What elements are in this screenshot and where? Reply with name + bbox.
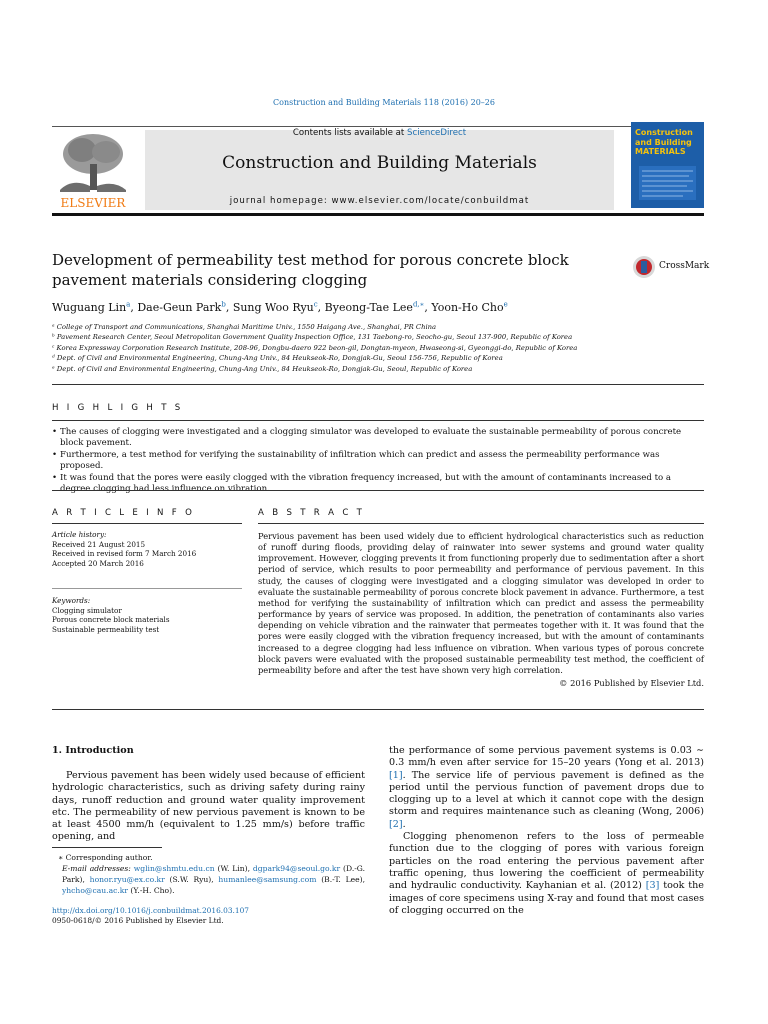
author[interactable] [431, 301, 507, 314]
intro-paragraph-1: Pervious pavement has been widely used because of efficient hydrologic characteristics, such as driving safety during rainy days, runoff reduction and ground water quality improvement etc. The permeability of new pervious pavement is known to be at least 4500 mm/h (equivalent to 1.25 mm/s) before traffic opening, and [52, 770, 365, 843]
keyword-item: Sustainable permeability test [52, 624, 160, 634]
author-list [52, 300, 712, 314]
revised-date: Received in revised form 7 March 2016 [52, 549, 197, 559]
homepage-prefix: journal homepage: [229, 196, 332, 206]
highlight-item: • Furthermore, a test method for verifying the sustainability of infiltration which can predict and assess the permeability performance was proposed. [52, 450, 704, 473]
highlights-heading: H I G H L I G H T S [52, 403, 184, 413]
journal-reference-link[interactable]: Construction and Building Materials 118 (2016) 20–26 [273, 98, 495, 107]
cover-text-lines-icon [639, 166, 696, 200]
article-history [52, 530, 242, 568]
corresponding-author-note: ∗ Corresponding author. [58, 853, 153, 862]
author-name: Sung Woo Ryu [232, 300, 314, 314]
history-label: Article history: [52, 530, 107, 539]
highlights-list [52, 427, 704, 495]
email-link[interactable]: humanlee@samsung.com [218, 875, 317, 885]
crossmark-badge[interactable] [632, 255, 710, 279]
email-link[interactable]: yhcho@cau.ac.kr [62, 886, 129, 896]
footnotes [52, 852, 365, 896]
crossmark-label: CrossMark [659, 261, 710, 271]
email-owner: (Y.-H. Cho). [128, 886, 175, 896]
author-affiliation-mark[interactable]: e [503, 300, 508, 308]
section-rule [52, 523, 242, 524]
author-separator: , [317, 300, 325, 314]
section-rule [52, 490, 704, 491]
affiliation-item: ᵈ Dept. of Civil and Environmental Engineering, Chung-Ang Univ., 84 Heukseok-Ro, Dongjak-Gu, Seoul 156-756, Republic of Korea [52, 354, 503, 363]
elsevier-wordmark: ELSEVIER [60, 196, 126, 210]
email-addresses [52, 863, 365, 896]
footnote-rule [52, 847, 162, 848]
accepted-date: Accepted 20 March 2016 [52, 558, 144, 568]
keyword-item: Clogging simulator [52, 605, 122, 615]
author-name: Dae-Geun Park [137, 300, 222, 314]
email-owner: (S.W. Ryu), [164, 875, 219, 885]
abstract-text: Pervious pavement has been used widely due to efficient hydrological characteristics such as reduction of runoff during floods, providing delay of rainwater into sewer systems and ground water quality improvement. However, clogging prevents it from functioning properly due to sedimentation after a short period of service, which results to poor permeability and performance of pervious pavement. In this study, the causes of clogging were investigated and a clogging simulator was developed in order to evaluate the sustainable permeability of porous concrete block pavement in advance. Furthermore, a test method for verifying the sustainability of infiltration which can predict and assess the permeability performance by years of service was proposed. In addition, the penetration of contaminants also varies depending on vehicle vibration and the rainwater that permeates together with it. It was found that the pores were easily clogged with the vibration frequency increased, but with the amount of contaminants increased to a degree clogging had less influence on vibration. When various types of porous concrete block pavers were evaluated with the proposed sustainable permeability test method, the coefficient of permeability before and after the test have shown very high correlation. [258, 531, 704, 675]
intro-text: . The service life of pervious pavement is defined as the period until the pervious function of pavement drops due to clogging up to a level at which it cannot cope with the design storm and requires maintenance such as cleaning (Wong, 2006) [389, 769, 704, 818]
citation-link[interactable]: [3] [645, 880, 660, 892]
author-name: Byeong-Tae Lee [324, 300, 413, 314]
contents-line [145, 128, 614, 138]
email-label: E-mail addresses: [62, 864, 134, 874]
affiliation-item: ᶜ Korea Expressway Corporation Research Institute, 208-96, Dongbu-daero 922 beon-gil, Dongtan-myeon, Hwaseong-si, Gyeonggi-do, Republic of Korea [52, 343, 578, 352]
author[interactable] [325, 301, 432, 314]
sciencedirect-link[interactable]: ScienceDirect [407, 128, 467, 138]
section-rule [52, 420, 704, 421]
author-name: Wuguang Lin [52, 300, 127, 314]
keywords-block [52, 596, 242, 634]
article-info-heading: A R T I C L E I N F O [52, 508, 195, 518]
issn-line: 0950-0618/© 2016 Published by Elsevier Ltd. [52, 916, 224, 926]
email-link[interactable]: honor.ryu@ex.co.kr [89, 875, 165, 885]
received-date: Received 21 August 2015 [52, 539, 146, 549]
journal-title: Construction and Building Materials [222, 153, 537, 173]
copyright-line: © 2016 Published by Elsevier Ltd. [559, 678, 704, 688]
citation-link[interactable]: [1] [389, 769, 403, 781]
intro-paragraph-3 [389, 831, 704, 917]
intro-text: the performance of some pervious pavement systems is 0.03 ∼ 0.3 mm/h even after service for 15–20 years (Yong et al. 2013) [389, 745, 704, 769]
keyword-item: Porous concrete block materials [52, 615, 170, 625]
affiliation-item: ᵃ College of Transport and Communications, Shanghai Maritime Univ., 1550 Haigang Ave., Shanghai, PR China [52, 323, 437, 331]
email-owner: (B.-T. Lee), [316, 875, 365, 885]
doi-link[interactable]: http://dx.doi.org/10.1016/j.conbuildmat.2016.03.107 [52, 906, 249, 915]
section-rule [52, 384, 704, 385]
author-affiliation-mark[interactable]: c [313, 300, 318, 308]
citation-link[interactable]: [2] [389, 818, 403, 830]
intro-column-2 [389, 745, 704, 917]
contents-prefix: Contents lists available at [292, 128, 408, 138]
cover-title: Construction and Building MATERIALS [635, 128, 693, 156]
author-affiliation-mark[interactable]: b [221, 300, 226, 308]
homepage-link[interactable]: www.elsevier.com/locate/conbuildmat [331, 196, 530, 206]
author[interactable] [52, 301, 137, 314]
doi-block [52, 906, 249, 926]
header-rule-top [52, 126, 704, 127]
email-owner: (D.-G. Park), [62, 864, 366, 885]
header-rule-bottom [52, 213, 704, 216]
author-separator: , [424, 300, 432, 314]
affiliations [52, 322, 712, 374]
intro-paragraph-2 [389, 745, 704, 831]
intro-text: took the images of core specimens using X-ray and found that most cases of clogging occurred on the [389, 880, 704, 916]
author[interactable] [137, 301, 232, 314]
email-link[interactable]: dgpark94@seoul.go.kr [252, 864, 341, 874]
author-separator: , [130, 300, 138, 314]
highlight-item: • It was found that the pores were easily clogged with the vibration frequency increased, but with the amount of contaminants increased to a [52, 473, 704, 496]
crossmark-icon [632, 255, 656, 279]
elsevier-tree-icon [52, 128, 134, 210]
intro-heading: 1. Introduction [52, 745, 134, 756]
author-affiliation-mark[interactable]: a [126, 300, 131, 308]
keywords-label: Keywords: [52, 596, 91, 605]
section-rule [52, 588, 242, 589]
intro-text: Clogging phenomenon refers to the loss of permeable function due to the clogging of pores with various foreign particles on the road entering the pervious pavement after traffic opening, thus lowering the coefficient of permeability and hydraulic conductivity. Kayhanian et al. (2012) [389, 831, 704, 892]
elsevier-logo[interactable] [52, 128, 134, 210]
author-name: Yoon-Ho Cho [431, 300, 504, 314]
author[interactable] [233, 301, 325, 314]
section-rule [258, 523, 704, 524]
journal-homepage [145, 196, 614, 206]
abstract-heading: A B S T R A C T [258, 508, 365, 518]
article-title: Development of permeability test method for porous concrete block pavement materials considering clogging [52, 251, 569, 289]
author-separator: , [225, 300, 233, 314]
affiliation-item: ᵇ Pavement Research Center, Seoul Metropolitan Government Quality Inspection Office, 131 Taebong-ro, Seocho-gu, Seoul 137-900, Republic of Korea [52, 333, 573, 342]
journal-cover[interactable] [631, 122, 704, 208]
author-affiliation-mark[interactable]: d,∗ [412, 300, 425, 308]
section-rule [52, 709, 704, 710]
email-owner: (W. Lin), [214, 864, 253, 874]
intro-text: . [402, 818, 406, 830]
affiliation-item: ᵉ Dept. of Civil and Environmental Engineering, Chung-Ang Univ., 84 Heukseok-Ro, Dongjak-Gu, Seoul, Republic of Korea [52, 364, 473, 373]
highlight-item: • The causes of clogging were investigated and a clogging simulator was developed to evaluate the sustainable permeability of porous concrete block pavement. [52, 427, 704, 450]
email-link[interactable]: wglin@shmtu.edu.cn [133, 864, 215, 874]
